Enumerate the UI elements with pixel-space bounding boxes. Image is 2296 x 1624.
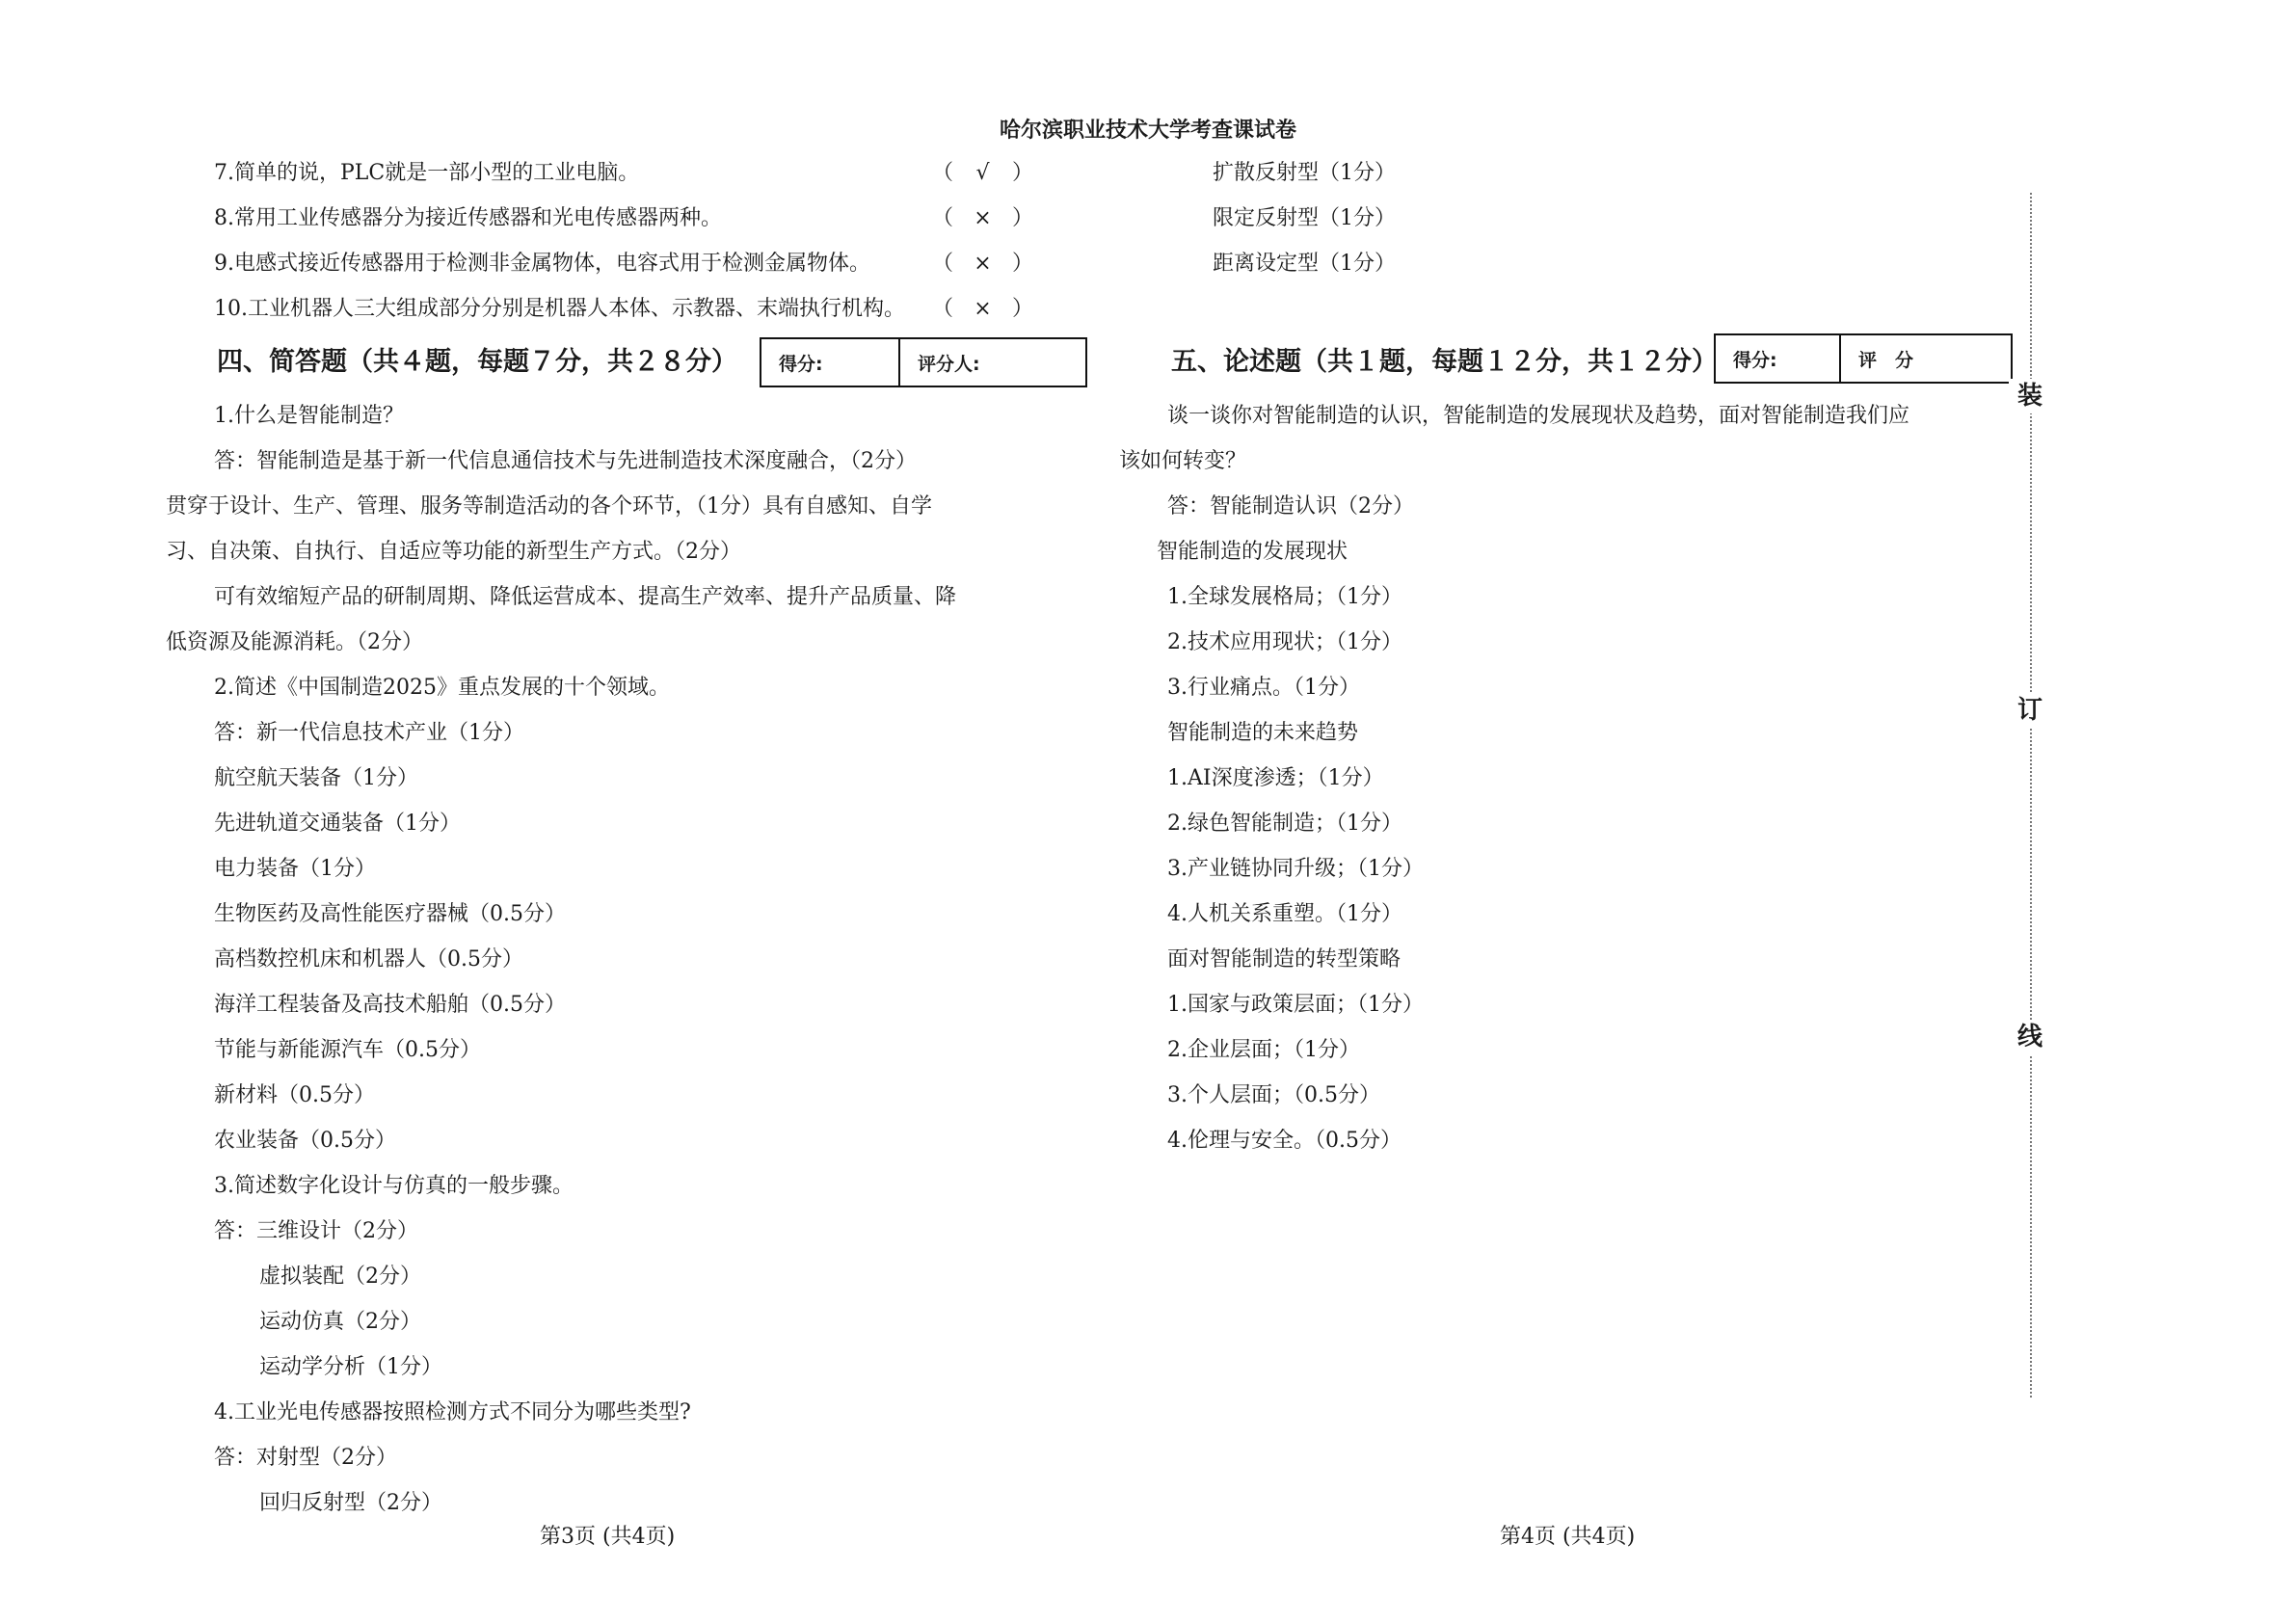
q2-answer-line: 高档数控机床和机器人（0.5分） [214, 947, 523, 972]
q2-title: 2.简述《中国制造2025》重点发展的十个领域。 [214, 676, 670, 700]
q4-answer-line: 答：对射型（2分） [214, 1446, 397, 1470]
judge-answer-7 [932, 159, 1033, 188]
judge-item-7: 7.简单的说，PLC就是一部小型的工业电脑。 [214, 161, 640, 185]
q1-answer-line: 习、自决策、自执行、自适应等功能的新型生产方式。（2分） [166, 540, 741, 564]
binding-dotted-line [2030, 193, 2032, 1398]
essay-question-line: 该如何转变？ [1119, 449, 1247, 473]
essay-answer-heading: 面对智能制造的转型策略 [1167, 947, 1402, 972]
essay-answer-line: 1.全球发展格局；（1分） [1167, 585, 1402, 609]
q4-answer-line: 距离设定型（1分） [1213, 252, 1396, 276]
essay-answer-line: 4.人机关系重塑。（1分） [1167, 902, 1402, 926]
binding-char-ding: 订 [2009, 693, 2051, 728]
page-header-title: 哈尔滨职业技术大学考查课试卷 [999, 119, 1296, 143]
binding-char-xian: 线 [2009, 1020, 2051, 1054]
page-footer-right: 第4页 (共4页) [1500, 1525, 1636, 1549]
q2-answer-line: 海洋工程装备及高技术船舶（0.5分） [214, 993, 566, 1017]
essay-answer-heading: 智能制造的未来趋势 [1167, 721, 1359, 745]
q2-answer-line: 新材料（0.5分） [214, 1083, 375, 1107]
judge-item-9: 9.电感式接近传感器用于检测非金属物体，电容式用于检测金属物体。 [214, 252, 870, 276]
answer-mark: × [974, 252, 992, 276]
q3-answer-line: 答：三维设计（2分） [214, 1219, 418, 1243]
score-cell: 得分: [1733, 349, 1777, 371]
q2-answer-line: 答：新一代信息技术产业（1分） [214, 721, 524, 745]
q3-title: 3.简述数字化设计与仿真的一般步骤。 [214, 1174, 574, 1198]
q3-answer-line: 虚拟装配（2分） [259, 1265, 421, 1289]
essay-answer-heading: 智能制造的发展现状 [1157, 540, 1348, 564]
judge-answer-10 [932, 295, 1033, 324]
binding-char-zhuang: 装 [2009, 379, 2051, 413]
page-footer-left: 第3页 (共4页) [540, 1525, 676, 1549]
q2-answer-line: 航空航天装备（1分） [214, 766, 418, 790]
essay-answer-line: 3.产业链协同升级；（1分） [1167, 857, 1424, 881]
q1-answer-line: 贯穿于设计、生产、管理、服务等制造活动的各个环节，（1分）具有自感知、自学 [166, 494, 932, 519]
q1-title: 1.什么是智能制造？ [214, 404, 404, 428]
essay-answer-line: 4.伦理与安全。（0.5分） [1167, 1129, 1402, 1153]
score-cell: 得分: [779, 353, 823, 375]
q3-answer-line: 运动仿真（2分） [259, 1310, 421, 1334]
q2-answer-line: 电力装备（1分） [214, 857, 376, 881]
q2-answer-line: 农业装备（0.5分） [214, 1129, 396, 1153]
q4-answer-line: 限定反射型（1分） [1213, 206, 1396, 230]
essay-answer-line: 答：智能制造认识（2分） [1167, 494, 1414, 519]
essay-question-line: 谈一谈你对智能制造的认识，智能制造的发展现状及趋势，面对智能制造我们应 [1167, 404, 1910, 428]
q2-answer-line: 先进轨道交通装备（1分） [214, 812, 461, 836]
bracket-open: （ [932, 252, 954, 276]
essay-answer-line: 1.AI深度渗透；（1分） [1167, 766, 1384, 790]
judge-item-8: 8.常用工业传感器分为接近传感器和光电传感器两种。 [214, 206, 722, 230]
judge-answer-8 [932, 204, 1033, 233]
bracket-close: ） [1011, 206, 1033, 230]
bracket-open: （ [932, 297, 954, 321]
bracket-open: （ [932, 161, 954, 185]
bracket-open: （ [932, 206, 954, 230]
answer-mark: √ [975, 161, 990, 185]
section5-score-box [1714, 333, 2013, 384]
q1-answer-line: 可有效缩短产品的研制周期、降低运营成本、提高生产效率、提升产品质量、降 [214, 585, 957, 609]
q2-answer-line: 生物医药及高性能医疗器械（0.5分） [214, 902, 566, 926]
judge-item-10: 10.工业机器人三大组成部分分别是机器人本体、示教器、末端执行机构。 [214, 297, 905, 321]
essay-answer-line: 3.行业痛点。（1分） [1167, 676, 1360, 700]
q2-answer-line: 节能与新能源汽车（0.5分） [214, 1038, 481, 1062]
bracket-close: ） [1011, 297, 1033, 321]
grader-cell: 评分人: [898, 339, 1085, 386]
essay-answer-line: 1.国家与政策层面；（1分） [1167, 993, 1424, 1017]
q4-title: 4.工业光电传感器按照检测方式不同分为哪些类型? [214, 1400, 691, 1424]
essay-answer-line: 3.个人层面；（0.5分） [1167, 1083, 1380, 1107]
section4-score-box [760, 337, 1087, 387]
essay-answer-line: 2.技术应用现状；（1分） [1167, 630, 1402, 654]
section5-title: 五、论述题（共１题，每题１２分，共１２分） [1171, 347, 1718, 377]
answer-mark: × [974, 297, 992, 321]
section4-title: 四、简答题（共４题，每题７分，共２８分） [217, 347, 737, 377]
essay-answer-line: 2.企业层面；（1分） [1167, 1038, 1360, 1062]
bracket-close: ） [1011, 161, 1033, 185]
q3-answer-line: 运动学分析（1分） [259, 1355, 442, 1379]
answer-mark: × [974, 206, 992, 230]
essay-answer-line: 2.绿色智能制造；（1分） [1167, 812, 1402, 836]
q4-answer-line: 扩散反射型（1分） [1213, 161, 1396, 185]
q1-answer-line: 低资源及能源消耗。（2分） [166, 630, 423, 654]
q4-answer-line: 回归反射型（2分） [259, 1491, 442, 1515]
q1-answer-line: 答：智能制造是基于新一代信息通信技术与先进制造技术深度融合，（2分） [214, 449, 917, 473]
grader-cell: 评 分 [1839, 335, 2011, 382]
bracket-close: ） [1011, 252, 1033, 276]
judge-answer-9 [932, 250, 1033, 279]
